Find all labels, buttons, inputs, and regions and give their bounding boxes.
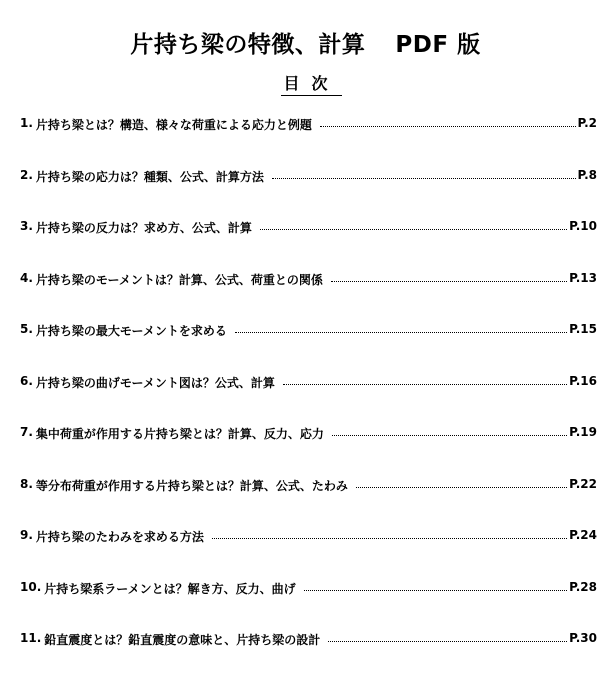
toc-entry-number: 6.: [20, 373, 33, 388]
toc-entry-1[interactable]: [20, 116, 597, 168]
toc-entry-4[interactable]: [20, 271, 597, 323]
dot-leader: [260, 219, 567, 230]
dot-leader: [212, 528, 567, 539]
toc-entry-3[interactable]: [20, 219, 597, 271]
toc-entry-number: 4.: [20, 270, 33, 285]
toc-entry-7[interactable]: [20, 425, 597, 477]
toc-entry-title: 片持ち梁系ラーメンとは？解き方、反力、曲げ: [44, 581, 296, 596]
toc-entry-8[interactable]: [20, 477, 597, 529]
toc-entry-page: P.2: [577, 116, 597, 130]
toc-entry-title: 片持ち梁の応力は？種類、公式、計算方法: [35, 169, 264, 184]
toc-entry-2[interactable]: [20, 168, 597, 220]
dot-leader: [283, 374, 567, 385]
toc-entry-number: 11.: [20, 631, 42, 645]
toc-entry-title: 片持ち梁のモーメントは？計算、公式、荷重との関係: [35, 272, 323, 287]
toc-entry-title: 鉛直震度とは？鉛直震度の意味と、片持ち梁の設計: [44, 633, 321, 647]
table-of-contents: [20, 116, 597, 683]
toc-entry-number: 10.: [20, 579, 42, 594]
dot-leader: [304, 580, 567, 591]
dot-leader: [328, 631, 567, 642]
toc-entry-number: 7.: [20, 425, 33, 439]
toc-entry-10[interactable]: [20, 580, 597, 632]
toc-entry-page: P.30: [569, 631, 597, 645]
toc-heading: [0, 71, 611, 96]
toc-entry-page: P.15: [569, 322, 597, 336]
dot-leader: [332, 425, 567, 436]
dot-leader: [320, 116, 576, 127]
document-title-main: 片持ち梁の特徴、計算: [130, 32, 366, 58]
toc-entry-9[interactable]: [20, 528, 597, 580]
toc-entry-title: 等分布荷重が作用する片持ち梁とは？計算、公式、たわみ: [35, 478, 348, 493]
toc-entry-page: P.8: [577, 167, 597, 182]
toc-entry-number: 1.: [20, 116, 33, 130]
dot-leader: [272, 168, 576, 179]
toc-entry-page: P.13: [569, 270, 597, 285]
document-title-suffix: PDF 版: [395, 32, 481, 58]
toc-heading-label: 目次: [281, 71, 341, 96]
toc-entry-number: 5.: [20, 322, 33, 336]
toc-entry-title: 片持ち梁とは？構造、様々な荷重による応力と例題: [35, 118, 312, 132]
toc-entry-page: P.16: [569, 373, 597, 388]
toc-entry-6[interactable]: [20, 374, 597, 426]
toc-entry-title: 集中荷重が作用する片持ち梁とは？計算、反力、応力: [35, 427, 324, 441]
toc-entry-number: 8.: [20, 476, 33, 491]
toc-entry-number: 3.: [20, 219, 33, 233]
toc-entry-page: P.19: [569, 425, 597, 439]
document-title: [0, 26, 611, 59]
dot-leader: [356, 477, 567, 488]
toc-entry-title: 片持ち梁の最大モーメントを求める: [35, 324, 227, 338]
toc-entry-page: P.28: [569, 579, 597, 594]
toc-entry-page: P.24: [569, 528, 597, 542]
toc-entry-title: 片持ち梁のたわみを求める方法: [35, 530, 204, 544]
dot-leader: [331, 271, 567, 282]
toc-entry-page: P.10: [569, 219, 597, 233]
toc-entry-title: 片持ち梁の反力は？求め方、公式、計算: [35, 221, 252, 235]
toc-entry-5[interactable]: [20, 322, 597, 374]
toc-entry-title: 片持ち梁の曲げモーメント図は？公式、計算: [35, 375, 275, 390]
dot-leader: [235, 322, 567, 333]
toc-entry-11[interactable]: [20, 631, 597, 683]
toc-entry-number: 9.: [20, 528, 33, 542]
toc-entry-page: P.22: [569, 476, 597, 491]
toc-entry-number: 2.: [20, 167, 33, 182]
